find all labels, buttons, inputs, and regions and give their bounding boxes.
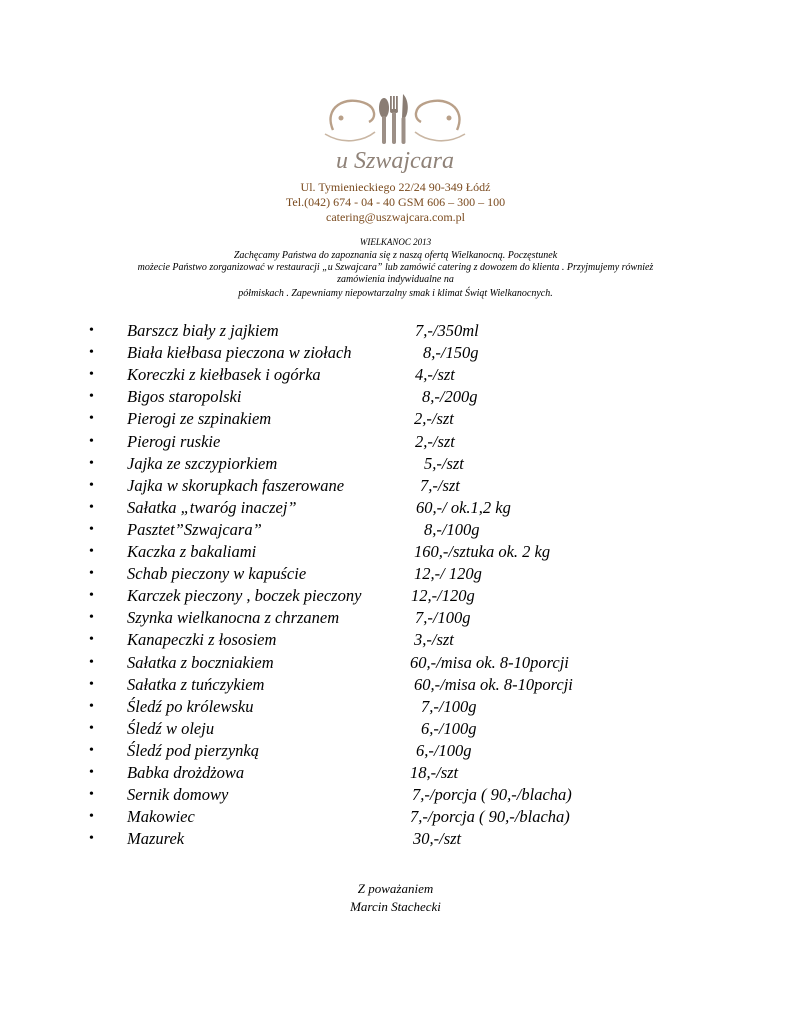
menu-item: [0, 718, 791, 740]
menu-item: [0, 828, 791, 850]
menu-item: [0, 784, 791, 806]
menu-item-price: 7,-/100g: [421, 696, 477, 716]
menu-item-price: 18,-/szt: [410, 763, 459, 782]
menu-item-price: 6,-/100g: [416, 740, 472, 760]
bullet-icon: •: [89, 477, 94, 493]
intro-line-2: możecie Państwo zorganizować w restauracji „u Szwajcara” lub zamówić catering z dowozem do klienta . Przyjmujemy również: [137, 262, 654, 273]
bullet-icon: •: [89, 720, 94, 736]
menu-item-name: Jajka ze szczypiorkiem: [127, 453, 278, 473]
bullet-icon: •: [89, 433, 94, 449]
menu-item: [0, 806, 791, 828]
bullet-icon: •: [89, 323, 94, 338]
menu-item-name: Śledź w oleju: [127, 718, 215, 738]
menu-item: [0, 364, 791, 386]
intro-line-4: półmiskach . Zapewniamy niepowtarzalny smak i klimat Świąt Wielkanocnych.: [238, 288, 553, 299]
cutlery-logo-icon: [305, 88, 485, 180]
logo-lettering: u Szwajcara: [335, 148, 455, 174]
menu-item: [0, 585, 791, 607]
menu-item-name: Śledź po królewsku: [127, 696, 254, 716]
menu-item: [0, 519, 791, 541]
menu-item-price: 8,-/100g: [424, 519, 480, 539]
menu-item: [0, 453, 791, 475]
menu-item: [0, 320, 791, 342]
bullet-icon: •: [89, 831, 94, 847]
bullet-icon: •: [89, 411, 94, 427]
menu-item-price: 6,-/100g: [421, 718, 477, 738]
menu-item-name: Śledź pod pierzynką: [127, 740, 259, 760]
menu-item: [0, 386, 791, 408]
bullet-icon: •: [89, 742, 94, 758]
intro-line-1: Zachęcamy Państwa do zapoznania się z naszą ofertą Wielkanocną. Poczęstunek: [233, 250, 558, 261]
menu-item-price: 60,-/misa ok. 8-10porcji: [410, 652, 569, 672]
menu-item-price: 7,-/porcja ( 90,-/blacha): [410, 807, 570, 827]
menu-item-name: Sernik domowy: [127, 785, 229, 805]
phone-line: Tel.(042) 674 - 04 - 40 GSM 606 – 300 – 100: [285, 195, 506, 209]
menu-item-price: 30,-/szt: [413, 829, 462, 849]
email-link[interactable]: catering@uszwajcara.com.pl: [326, 210, 465, 224]
menu-item-name: Pierogi ze szpinakiem: [127, 409, 272, 429]
bullet-icon: •: [89, 698, 94, 714]
menu-item-name: Barszcz biały z jajkiem: [127, 321, 279, 340]
closing-line: Z poważaniem: [357, 881, 434, 896]
menu-item-name: Karczek pieczony , boczek pieczony: [127, 586, 362, 606]
menu-item-name: Koreczki z kiełbasek i ogórka: [127, 365, 321, 385]
menu-item: [0, 497, 791, 519]
bullet-icon: •: [89, 654, 94, 670]
bullet-icon: •: [89, 676, 94, 692]
menu-item-price: 2,-/szt: [414, 409, 454, 429]
menu-item: [0, 740, 791, 762]
menu-item-price: 5,-/szt: [424, 453, 464, 473]
menu-item: [0, 674, 791, 696]
bullet-icon: •: [89, 367, 94, 383]
menu-item-price: 8,-/150g: [423, 343, 479, 363]
menu-item: [0, 408, 791, 430]
menu-item-name: Sałatka „twaróg inaczej”: [127, 497, 297, 517]
menu-item: [0, 762, 791, 784]
menu-item-price: 4,-/szt: [415, 365, 455, 385]
bullet-icon: •: [89, 566, 94, 582]
menu-item-name: Schab pieczony w kapuście: [127, 564, 307, 584]
bullet-icon: •: [89, 765, 94, 780]
page-title: WIELKANOC 2013: [359, 237, 432, 247]
menu-item-name: Kanapeczki z łososiem: [127, 630, 277, 650]
address-line: Ul. Tymienieckiego 22/24 90-349 Łódź: [300, 180, 491, 194]
bullet-icon: •: [89, 809, 94, 825]
menu-item-name: Pasztet”Szwajcara”: [127, 519, 262, 539]
menu-item: [0, 563, 791, 585]
menu-item-name: Szynka wielkanocna z chrzanem: [127, 608, 340, 628]
menu-item-name: Bigos staropolski: [127, 387, 242, 407]
menu-item-name: Sałatka z tuńczykiem: [127, 674, 265, 694]
bullet-icon: •: [89, 389, 94, 405]
menu-item-price: 7,-/porcja ( 90,-/blacha): [412, 785, 572, 805]
bullet-icon: •: [89, 610, 94, 626]
menu-item-price: 7,-/100g: [415, 608, 471, 628]
menu-item: [0, 629, 791, 651]
intro-line-3: zamówienia indywidualne na: [337, 274, 454, 285]
menu-item-name: Sałatka z boczniakiem: [127, 652, 274, 672]
bullet-icon: •: [89, 345, 94, 361]
bullet-icon: •: [89, 499, 94, 515]
menu-item-name: Pierogi ruskie: [127, 431, 221, 451]
menu-item-name: Jajka w skorupkach faszerowane: [127, 475, 345, 495]
menu-item-price: 3,-/szt: [414, 630, 454, 650]
menu-item-price: 60,-/ ok.1,2 kg: [416, 497, 511, 517]
menu-item-price: 60,-/misa ok. 8-10porcji: [414, 674, 573, 694]
signature-name: Marcin Stachecki: [350, 899, 441, 914]
bullet-icon: •: [89, 588, 94, 604]
menu-item-price: 160,-/sztuka ok. 2 kg: [414, 542, 551, 561]
menu-item-name: Biała kiełbasa pieczona w ziołach: [127, 343, 352, 363]
menu-item: [0, 607, 791, 629]
menu-item-price: 7,-/350ml: [415, 321, 479, 340]
menu-item-price: 7,-/szt: [420, 475, 460, 495]
bullet-icon: •: [89, 632, 94, 648]
bullet-icon: •: [89, 455, 94, 471]
menu-item: [0, 541, 791, 563]
menu-item-price: 2,-/szt: [415, 431, 455, 451]
menu-item: [0, 652, 791, 674]
bullet-icon: •: [89, 544, 94, 559]
restaurant-logo: [305, 88, 485, 180]
menu-item-name: Kaczka z bakaliami: [127, 542, 257, 561]
menu-item: [0, 342, 791, 364]
menu-item-name: Babka drożdżowa: [127, 763, 245, 782]
menu-item: [0, 696, 791, 718]
menu-item-price: 8,-/200g: [422, 387, 478, 407]
menu-item-name: Makowiec: [127, 807, 195, 827]
menu-item-price: 12,-/120g: [411, 586, 475, 606]
menu-item: [0, 475, 791, 497]
bullet-icon: •: [89, 521, 94, 537]
menu-item-price: 12,-/ 120g: [414, 564, 482, 584]
menu-item: [0, 431, 791, 453]
menu-item-name: Mazurek: [127, 829, 185, 849]
bullet-icon: •: [89, 787, 94, 803]
